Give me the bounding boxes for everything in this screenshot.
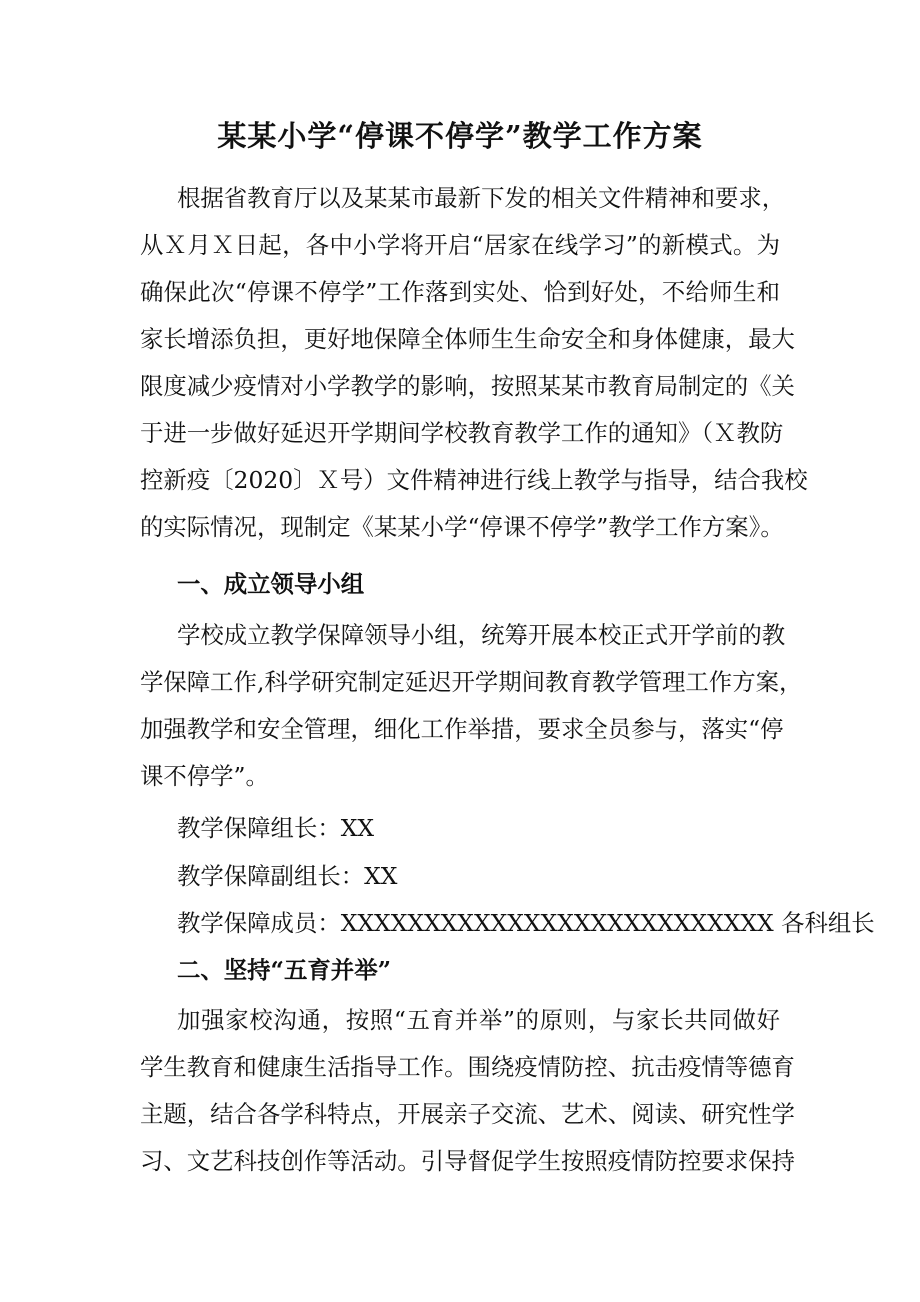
intro-line: 的实际情况，现制定《某某小学“停课不停学”教学工作方案》。 [140, 513, 784, 541]
intro-line: 确保此次“停课不停学”工作落到实处、恰到好处，不给师生和 [140, 278, 780, 306]
section1-line: 学保障工作,科学研究制定延迟开学期间教育教学管理工作方案， [140, 668, 803, 696]
section1-line: 学校成立教学保障领导小组，统筹开展本校正式开学前的教 [177, 621, 786, 649]
section2-line: 主题，结合各学科特点，开展亲子交流、艺术、阅读、研究性学 [140, 1100, 795, 1128]
section1-line: 课不停学”。 [140, 762, 269, 790]
section-heading-leadership: 一、成立领导小组 [177, 570, 365, 598]
intro-line: 家长增添负担，更好地保障全体师生生命安全和身体健康，最大 [140, 325, 795, 353]
section-heading-five-education: 二、坚持“五育并举” [177, 956, 392, 984]
section1-line: 加强教学和安全管理，细化工作举措，要求全员参与，落实“停 [140, 715, 784, 743]
intro-line: 限度减少疫情对小学教学的影响，按照某某市教育局制定的《关 [140, 372, 795, 400]
document-title: 某某小学“停课不停学”教学工作方案 [217, 119, 703, 153]
intro-line: 于进一步做好延迟开学期间学校教育教学工作的通知》（Ｘ教防 [140, 419, 784, 447]
members-line: 教学保障成员：XXXXXXXXXXXXXXXXXXXXXXXXXX 各科组长 [177, 909, 875, 937]
intro-line: 根据省教育厅以及某某市最新下发的相关文件精神和要求， [177, 184, 786, 212]
section2-line: 加强家校沟通，按照“五育并举”的原则，与家长共同做好 [177, 1006, 780, 1034]
intro-line: 控新疫〔2020〕Ｘ号）文件精神进行线上教学与指导，结合我校 [140, 466, 808, 494]
section2-line: 习、文艺科技创作等活动。引导督促学生按照疫情防控要求保持 [140, 1147, 795, 1175]
intro-line: 从Ｘ月Ｘ日起，各中小学将开启“居家在线学习”的新模式。为 [140, 231, 780, 259]
vice-leader-line: 教学保障副组长：XX [177, 862, 398, 890]
leader-line: 教学保障组长：XX [177, 814, 375, 842]
section2-line: 学生教育和健康生活指导工作。围绕疫情防控、抗击疫情等德育 [140, 1053, 795, 1081]
